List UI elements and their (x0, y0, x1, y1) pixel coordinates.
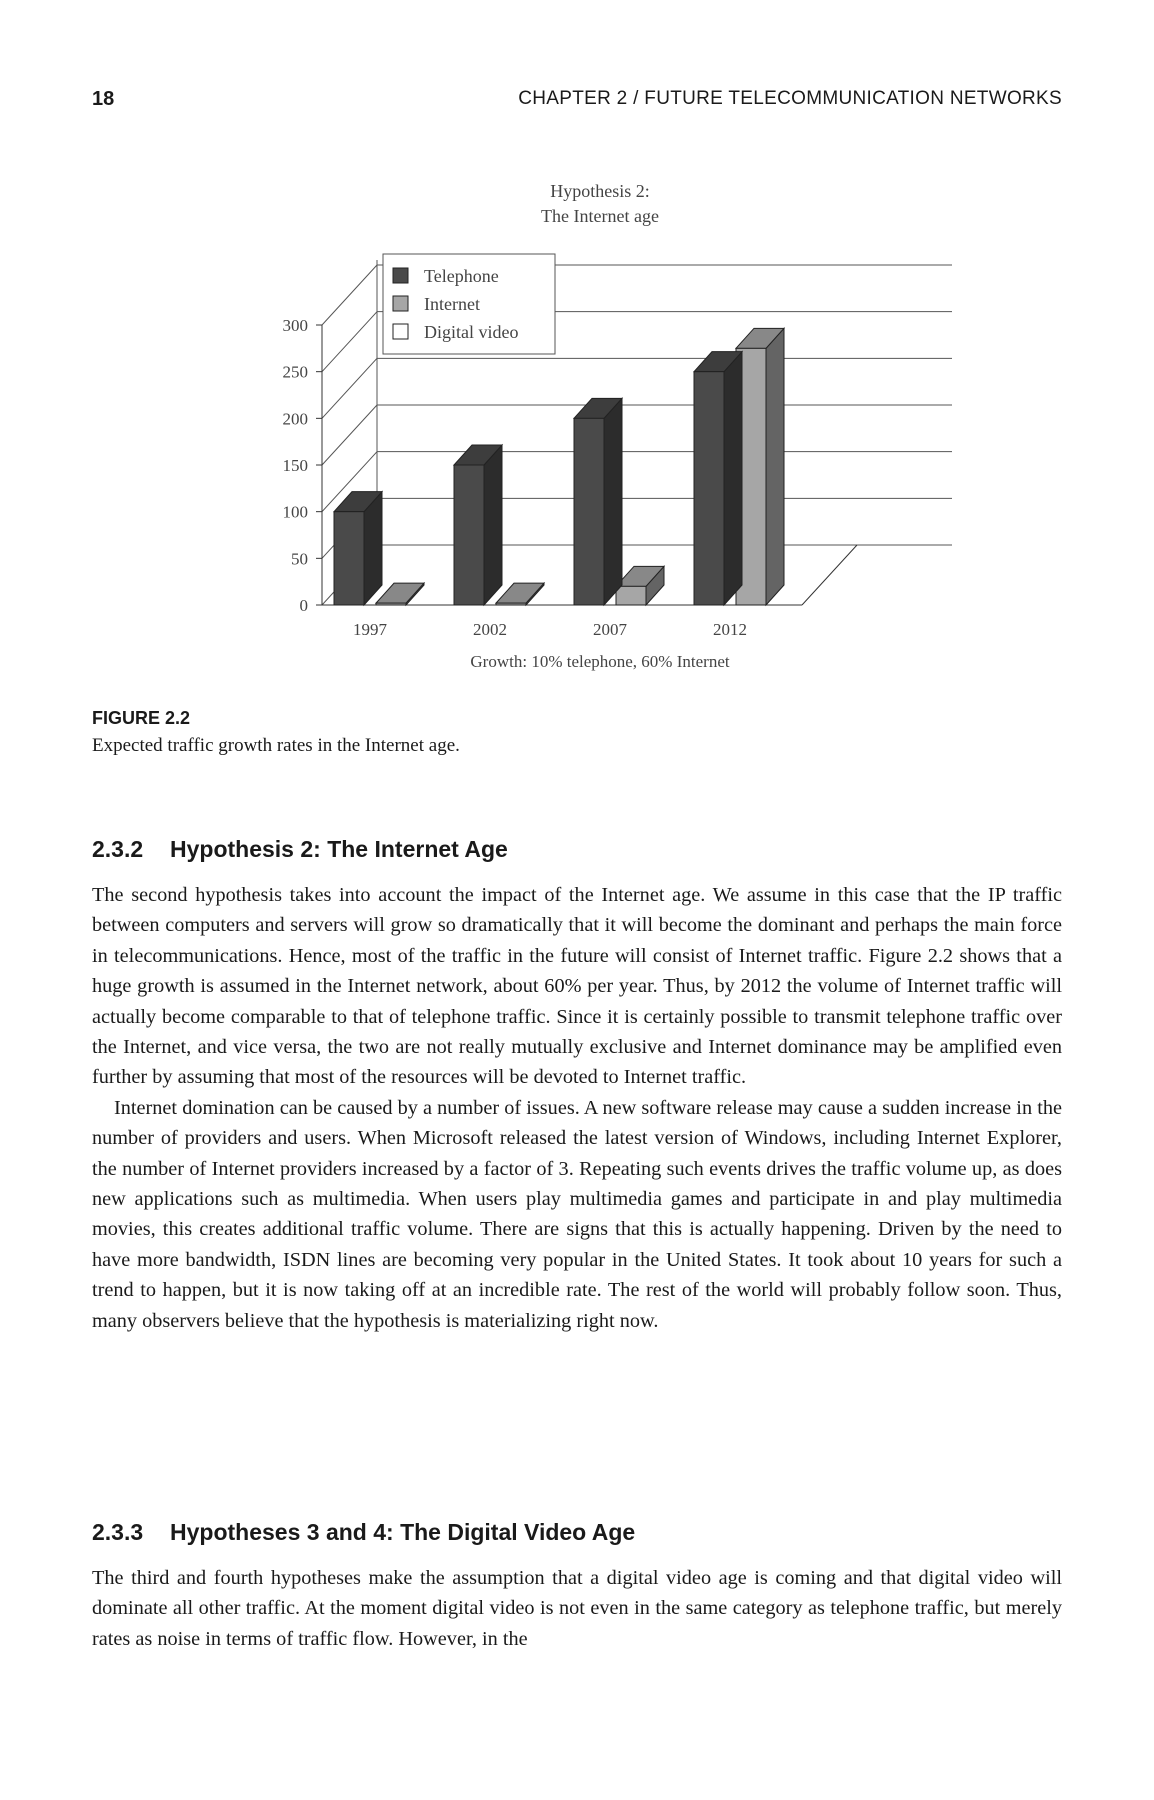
page-number: 18 (92, 88, 115, 110)
x-tick-label: 2002 (473, 620, 507, 639)
y-tick-label: 50 (291, 549, 308, 569)
paragraph: The third and fourth hypotheses make the assumption that a digital video age is coming and that digital video will dominate all other traffic. At the moment digital video is not even in the same category as telephone traffic, but merely rates as noise in terms of traffic flow. However, in the (92, 1567, 1062, 1650)
section-title: Hypotheses 3 and 4: The Digital Video Age (170, 1519, 636, 1545)
section-heading-2-3-2 (92, 836, 508, 863)
bar-internet-2007 (616, 566, 664, 605)
bar-telephone-1997 (334, 492, 382, 605)
legend-swatch-digital-video (393, 324, 408, 339)
legend-label: Telephone (424, 266, 499, 286)
floor-right-edge (802, 545, 857, 605)
paragraph: The second hypothesis takes into account the impact of the Internet age. We assume in this case that the IP traffic between computers and servers will grow so dramatically that it will become the dominant and perhaps the main force in telecommunications. Hence, most of the traffic in the future will consist of Internet traffic. Figure 2.2 shows that a huge growth is assumed in the Internet network, about 60% per year. Thus, by 2012 the volume of Internet traffic will actually become comparable to that of telephone traffic. Since it is certainly possible to transmit telephone traffic over the Internet, and vice versa, the two are not really mutually exclusive and Internet dominance may be amplified even further by assuming that most of the resources will be devoted to Internet traffic. (92, 884, 1062, 1089)
wall-diagonal (322, 312, 377, 372)
x-tick-label: 2012 (713, 620, 747, 639)
bar-internet-1997 (376, 583, 424, 605)
paragraph: Internet domination can be caused by a number of issues. A new software release may cause a sudden increase in the number of providers and users. When Microsoft released the latest version of Windows, including Internet Explorer, the number of Internet providers increased by a factor of 3. Repeating such events drives the traffic volume up, as does new applications such as multimedia. When users play multimedia games and participate in and play multimedia movies, this creates additional traffic volume. There are signs that this is actually happening. Driven by the need to have more bandwidth, ISDN lines are becoming very popular in the United States. It took about 10 years for such a trend to happen, but it is now taking off at an incredible rate. The rest of the world will probably follow soon. Thus, many observers believe that the hypothesis is materializing right now. (92, 1096, 1062, 1332)
legend-swatch-internet (393, 296, 408, 311)
wall-diagonal (322, 358, 377, 418)
x-tick-label: 1997 (353, 620, 387, 639)
y-tick-label: 150 (282, 456, 308, 476)
x-axis-label: Growth: 10% telephone, 60% Internet (470, 652, 730, 671)
wall-diagonal (322, 265, 377, 325)
section-number: 2.3.3 (92, 1519, 144, 1545)
traffic-growth-chart (0, 0, 1154, 680)
running-head: CHAPTER 2 / FUTURE TELECOMMUNICATION NETWORKS (518, 88, 1062, 109)
figure-label: FIGURE 2.2 (92, 708, 191, 728)
bar-telephone-2007 (574, 398, 622, 605)
section-body-2-3-2 (92, 880, 1062, 1336)
x-tick-label: 2007 (593, 620, 627, 639)
figure-caption: Expected traffic growth rates in the Internet age. (92, 735, 460, 756)
legend-label: Internet (424, 294, 480, 314)
bar-internet-2002 (496, 583, 544, 605)
wall-diagonal (322, 405, 377, 465)
y-tick-label: 200 (282, 409, 308, 429)
chart-title-line: Hypothesis 2: (550, 181, 650, 201)
section-number: 2.3.2 (92, 836, 144, 862)
chart-title-line: The Internet age (541, 206, 659, 226)
y-tick-label: 300 (282, 316, 308, 336)
section-body-2-3-3 (92, 1563, 1062, 1654)
bar-telephone-2002 (454, 445, 502, 605)
bar-internet-2012 (736, 328, 784, 605)
legend-label: Digital video (424, 322, 519, 342)
legend-swatch-telephone (393, 268, 408, 283)
y-tick-label: 100 (282, 502, 308, 522)
section-title: Hypothesis 2: The Internet Age (170, 836, 508, 862)
section-heading-2-3-3 (92, 1519, 635, 1546)
y-tick-label: 0 (299, 596, 308, 615)
bar-telephone-2012 (694, 352, 742, 605)
y-tick-label: 250 (282, 362, 308, 382)
